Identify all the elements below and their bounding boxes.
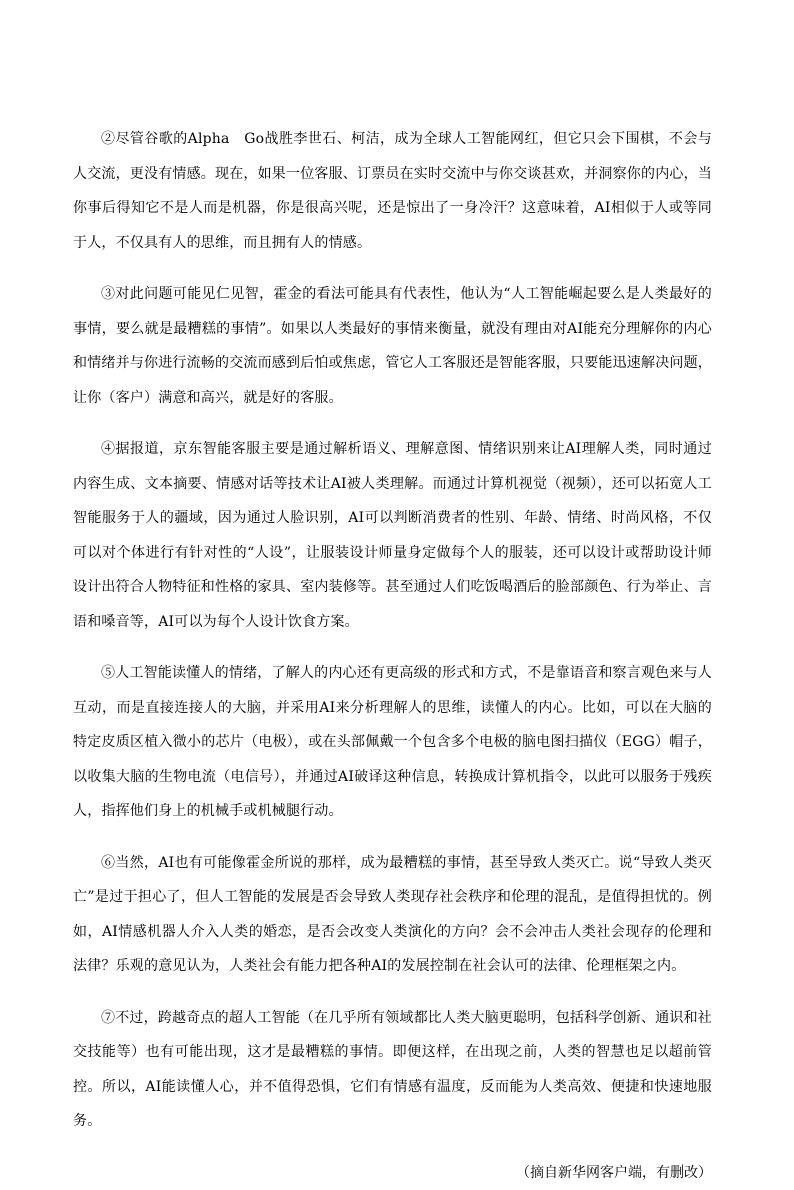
paragraph-6: ⑥当然，AI也有可能像霍金所说的那样，成为最糟糕的事情，甚至导致人类灭亡。说“导致人类灭亡”是过于担心了，但人工智能的发展是否会导致人类现存社会秩序和伦理的混乱，是值得担忧的。例如，AI情感机器人介入人类的婚恋，是否会改变人类演化的方向？会不会冲击人类社会现存的伦理和法律？乐观的意见认为，人类社会有能力把各种AI的发展控制在社会认可的法律、伦理框架之内。 [73,854,712,974]
paragraph-2: ②尽管谷歌的Alpha Go战胜李世石、柯洁，成为全球人工智能网红，但它只会下围棋，不会与人交流，更没有情感。现在，如果一位客服、订票员在实时交流中与你交谈甚欢，并洞察你的内心，当你事后得知它不是人而是机器，你是很高兴呢，还是惊出了一身冷汗？这意味着，AI相似于人或等同于人，不仅具有人的思维，而且拥有人的情感。 [73,131,712,251]
paragraph-5: ⑤人工智能读懂人的情绪，了解人的内心还有更高级的形式和方式，不是靠语音和察言观色来与人互动，而是直接连接人的大脑，并采用AI来分析理解人的思维，读懂人的内心。比如，可以在大脑的特定皮质区植入微小的芯片（电极），或在头部佩戴一个包含多个电极的脑电图扫描仪（EGG）帽子，以收集大脑的生物电流（电信号），并通过AI破译这种信息，转换成计算机指令，以此可以服务于残疾人，指挥他们身上的机械手或机械腿行动。 [73,665,712,819]
source-citation: （摘自新华网客户端，有删改） [516,1164,712,1181]
paragraph-7: ⑦不过，跨越奇点的超人工智能（在几乎所有领域都比人类大脑更聪明，包括科学创新、通识和社交技能等）也有可能出现，这才是最糟糕的事情。即便这样，在出现之前，人类的智慧也足以超前管控。所以，AI能读懂人心，并不值得恐惧，它们有情感有温度，反而能为人类高效、便捷和快速地服务。 [73,1009,712,1129]
paragraph-3: ③对此问题可能见仁见智，霍金的看法可能具有代表性，他认为“人工智能崛起要么是人类最好的事情，要么就是最糟糕的事情”。如果以人类最好的事情来衡量，就没有理由对AI能充分理解你的内心和情绪并与你进行流畅的交流而感到后怕或焦虑，管它人工客服还是智能客服，只要能迅速解决问题，让你（客户）满意和高兴，就是好的客服。 [73,286,712,406]
paragraph-4: ④据报道，京东智能客服主要是通过解析语义、理解意图、情绪识别来让AI理解人类，同时通过内容生成、文本摘要、情感对话等技术让AI被人类理解。而通过计算机视觉（视频），还可以拓宽人工智能服务于人的疆域，因为通过人脸识别，AI可以判断消费者的性别、年龄、情绪、时尚风格，不仅可以对个体进行有针对性的“人设”，让服装设计师量身定做每个人的服装，还可以设计或帮助设计师设计出符合人物特征和性格的家具、室内装修等。甚至通过人们吃饭喝酒后的脸部颜色、行为举止、言语和嗓音等，AI可以为每个人设计饮食方案。 [73,441,712,630]
